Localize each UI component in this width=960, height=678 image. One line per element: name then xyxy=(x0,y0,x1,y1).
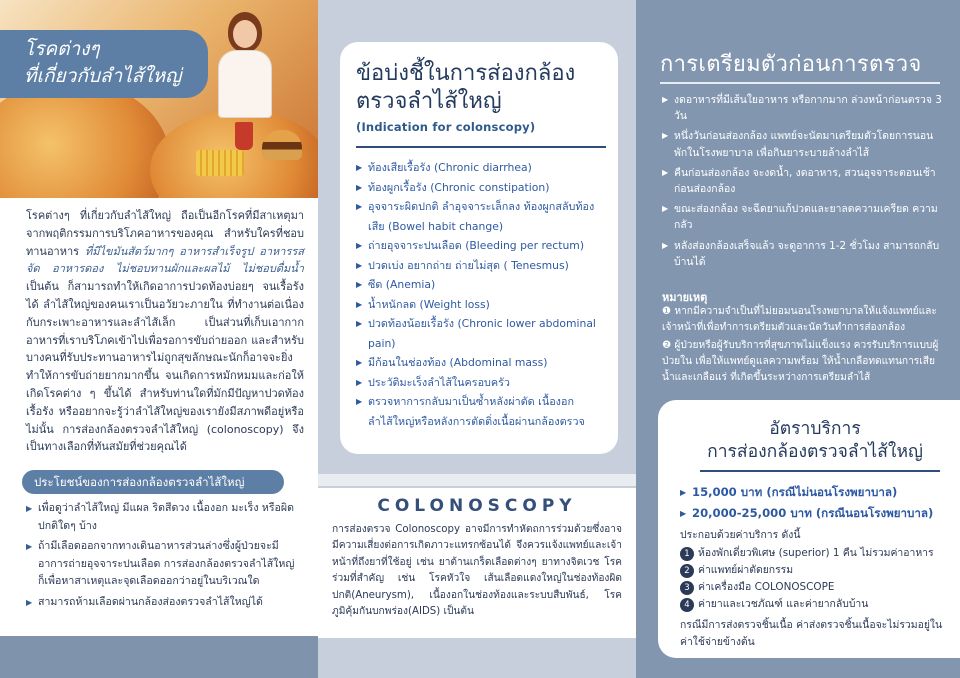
price-card xyxy=(658,400,960,658)
indication-subtitle: (Indication for colonscopy) xyxy=(356,120,536,134)
colonoscopy-title: COLONOSCOPY xyxy=(377,496,577,516)
preparation-item: ▶ หนึ่งวันก่อนส่องกล้อง แพทย์จะนัดมาเตรียมตัวโดยการนอนพักในโรงพยาบาล เพื่อกินยาระบายล้างลำไส้ xyxy=(662,128,946,160)
includes-list xyxy=(680,545,950,613)
body-emphasis: ที่มีไขมันสัตว์มากๆ อาหารสำเร็จรูป อาหารรสจัด อาหารดอง ไม่ชอบทานผักและผลไม้ ไม่ชอบดื่มน้ำ xyxy=(26,244,304,276)
colonoscopy-text: การส่องตรวจ Colonoscopy อาจมีการทำหัตถการร่วมด้วยซึ่งอาจมีความเสี่ยงต่อการเกิดภาวะแทรกซ้อนได้ จึงควรแจ้งแพทย์และเจ้าหน้าที่ถึงยาที่ใช้อยู่ เช่น ยาต้านเกร็ดเลือดต่างๆ ยาทางจิตเวช โรคร่วมที่สำคัญ เช่น โรคหัวใจ เส้นเลือดแดงใหญ่ในช่องท้องผิดปกติ(Aneurysm), เนื้องอกในช่องท้องและระบบสืบพันธ์, โรคภูมิคุ้มกันบกพร่อง(AIDS) เป็นต้น xyxy=(332,524,622,618)
benefit-heading: ประโยชน์ของการส่องกล้องตรวจลำไส้ใหญ่ xyxy=(22,470,284,494)
indication-item: ▶ อุจจาระผิดปกติ ลำอุจจาระเล็กลง ท้องผูกสลับท้องเสีย (Bowel habit change) xyxy=(356,197,606,236)
preparation-item: ▶ งดอาหารที่มีเส้นใยอาหาร หรือกากมาก ล่วงหน้าก่อนตรวจ 3 วัน xyxy=(662,92,946,124)
left-body-text xyxy=(26,207,304,456)
divider xyxy=(700,470,940,472)
fries-image xyxy=(196,150,244,176)
indication-item: ▶ ท้องผูกเรื้อรัง (Chronic constipation) xyxy=(356,178,606,198)
indication-list xyxy=(356,158,606,431)
left-section-title xyxy=(0,30,208,98)
middle-bottom-band xyxy=(318,638,636,678)
indication-item: ▶ ปวดเบ่ง อยากถ่าย ถ่ายไม่สุด ( Tenesmus) xyxy=(356,256,606,276)
middle-panel xyxy=(318,0,636,678)
include-text: ค่าเครื่องมือ COLONOSCOPE xyxy=(698,581,835,593)
include-item xyxy=(680,596,950,613)
benefit-item: ▶ ถ้ามีเลือดออกจากทางเดินอาหารส่วนล่างซึ่งผู้ป่วยจะมีอาการถ่ายอุจจาระปนเลือด การส่องกล้องตรวจลำไส้ใหญ่ ก็เพื่อหาสาเหตุและจุดเลือดออกว่าอยู่ในบริเวณใด xyxy=(26,538,296,591)
price-item: ▶ 20,000-25,000 บาท (กรณีนอนโรงพยาบาล) xyxy=(680,503,950,524)
note-item: ❷ ผู้ป่วยหรือผู้รับบริการที่สุขภาพไม่แข็งแรง ควรรับบริการแบบผู้ป่วยใน เพื่อให้แพทย์ดูแลความพร้อม ให้น้ำเกลือทดแทนการเสียน้ำและเกลือแร่ ที่เกิดขึ้นระหว่างการเตรียมลำไส้ xyxy=(662,340,939,383)
divider xyxy=(660,82,940,84)
right-panel xyxy=(636,0,960,678)
number-badge-icon: 4 xyxy=(680,598,694,612)
price-title-line2: การส่องกล้องตรวจลำไส้ใหญ่ xyxy=(707,442,923,462)
includes-heading: ประกอบด้วยค่าบริการ ดังนี้ xyxy=(680,529,801,541)
preparation-item: ▶ ขณะส่องกล้อง จะฉีดยาแก้ปวดและยาลดความเครียด ความกลัว xyxy=(662,201,946,233)
preparation-title: การเตรียมตัวก่อนการตรวจ xyxy=(660,52,922,77)
include-item xyxy=(680,545,950,562)
body-part1: โรคต่างๆ ที่เกี่ยวกับลำไส้ใหญ่ ถือเป็นอีกโรคที่มีสาเหตุมาจากพฤติกรรมการบริโภคอาหารของคุณ สำหรับใครที่ชอบทานอาหาร xyxy=(26,209,304,258)
include-text: ค่าแพทย์ผ่าตัดยกรรม xyxy=(698,564,794,576)
include-text: ค่ายาและเวชภัณฑ์ และค่ายากลับบ้าน xyxy=(698,598,869,610)
left-bottom-band xyxy=(0,636,318,678)
preparation-item: ▶ หลังส่องกล้องเสร็จแล้ว จะดูอาการ 1-2 ชั่วโมง สามารถกลับบ้านได้ xyxy=(662,238,946,270)
divider-strip xyxy=(318,474,636,486)
indication-item: ▶ มีก้อนในช่องท้อง (Abdominal mass) xyxy=(356,353,606,373)
include-item xyxy=(680,579,950,596)
left-title-line2: ที่เกี่ยวกับลำไส้ใหญ่ xyxy=(24,65,182,87)
soda-cup-image xyxy=(235,122,253,150)
include-text: ห้องพักเดี่ยวพิเศษ (superior) 1 คืน ไม่รวมค่าอาหาร xyxy=(698,547,934,559)
number-badge-icon: 1 xyxy=(680,547,694,561)
indication-item: ▶ น้ำหนักลด (Weight loss) xyxy=(356,295,606,315)
indication-item: ▶ ประวัติมะเร็งลำไส้ในครอบครัว xyxy=(356,373,606,393)
note-item: ❶ หากมีความจำเป็นที่ไม่ยอมนอนโรงพยาบาลให้แจ้งแพทย์และเจ้าหน้าที่เพื่อทำการเตรียมตัวและนัดวันทำการส่องกล้อง xyxy=(662,306,937,333)
indication-item: ▶ ปวดท้องน้อยเรื้อรัง (Chronic lower abdominal pain) xyxy=(356,314,606,353)
price-item: ▶ 15,000 บาท (กรณีไม่นอนโรงพยาบาล) xyxy=(680,482,950,503)
benefit-item: ▶ สามารถห้ามเลือดผ่านกล้องส่องตรวจลำไส้ใหญ่ได้ xyxy=(26,594,296,612)
benefit-list xyxy=(26,500,296,614)
indication-title-line2: ตรวจลำไส้ใหญ่ xyxy=(356,89,502,114)
price-note: กรณีมีการส่งตรวจชิ้นเนื้อ ค่าส่งตรวจชิ้นเนื้อจะไม่รวมอยู่ในค่าใช้จ่ายข้างต้น xyxy=(680,619,943,648)
indication-title xyxy=(356,60,606,116)
indication-item: ▶ ท้องเสียเรื้อรัง (Chronic diarrhea) xyxy=(356,158,606,178)
note-list xyxy=(662,304,946,388)
colonoscopy-card xyxy=(318,488,636,638)
left-title-line1: โรคต่างๆ xyxy=(24,38,100,60)
indication-card xyxy=(340,42,618,454)
note-heading: หมายเหตุ xyxy=(662,291,708,304)
include-item xyxy=(680,562,950,579)
indication-item: ▶ ตรวจหาการกลับมาเป็นซ้ำหลังผ่าตัด เนื้องอกลำไส้ใหญ่หรือหลังการตัดติ่งเนื้อผ่านกล้องตรวจ xyxy=(356,392,606,431)
price-title-line1: อัตราบริการ xyxy=(769,419,861,439)
number-badge-icon: 2 xyxy=(680,564,694,578)
indication-item: ▶ ซีด (Anemia) xyxy=(356,275,606,295)
preparation-item: ▶ คืนก่อนส่องกล้อง จะงดน้ำ, งดอาหาร, สวนอุจจาระตอนเช้าก่อนส่องกล้อง xyxy=(662,165,946,197)
divider xyxy=(356,146,606,148)
indication-item: ▶ ถ่ายอุจจาระปนเลือด (Bleeding per rectum) xyxy=(356,236,606,256)
body-part2: เป็นต้น ก็สามารถทำให้เกิดอาการปวดท้องบ่อยๆ จนเรื้อรังได้ ลำไส้ใหญ่ของคนเราเป็นอวัยวะภายใน ที่ทำงานต่อเนื่องกับกระเพาะอาหารและลำไส้เล็ก เป็นส่วนที่เก็บเอากากอาหารที่เราบริโภคเข้าไปเพื่อรอการขับถ่ายออก และสำหรับบางคนที่รับประทานอาหารไม่ถูกสุขลักษณะนักก็อาจจะยิ่งทำให้การขับถ่ายยากมากขึ้น จนเกิดการหมักหมมและก่อให้เกิดโรคต่าง ๆ ขึ้นได้ สำหรับท่านใดที่มักมีปัญหาปวดท้องเรื้อรัง หรืออยากจะรู้ว่าลำไส้ใหญ่ของเรายังมีสภาพดีอยู่หรือไม่นั้น การส่องกล้องตรวจลำไส้ใหญ่ (colonoscopy) จึงเป็นทางเลือกที่ทันสมัยที่ช่วยคุณได้ xyxy=(26,280,304,454)
benefit-item: ▶ เพื่อดูว่าลำไส้ใหญ่ มีแผล ริดสีดวง เนื้องอก มะเร็ง หรือผิดปกติใดๆ บ้าง xyxy=(26,500,296,535)
indication-title-line1: ข้อบ่งชี้ในการส่องกล้อง xyxy=(356,61,576,86)
number-badge-icon: 3 xyxy=(680,581,694,595)
woman-eating-image xyxy=(214,12,276,118)
preparation-list xyxy=(662,92,946,274)
left-panel xyxy=(0,0,318,678)
price-list xyxy=(680,482,950,524)
burger-image xyxy=(262,130,302,160)
price-title xyxy=(680,418,950,464)
